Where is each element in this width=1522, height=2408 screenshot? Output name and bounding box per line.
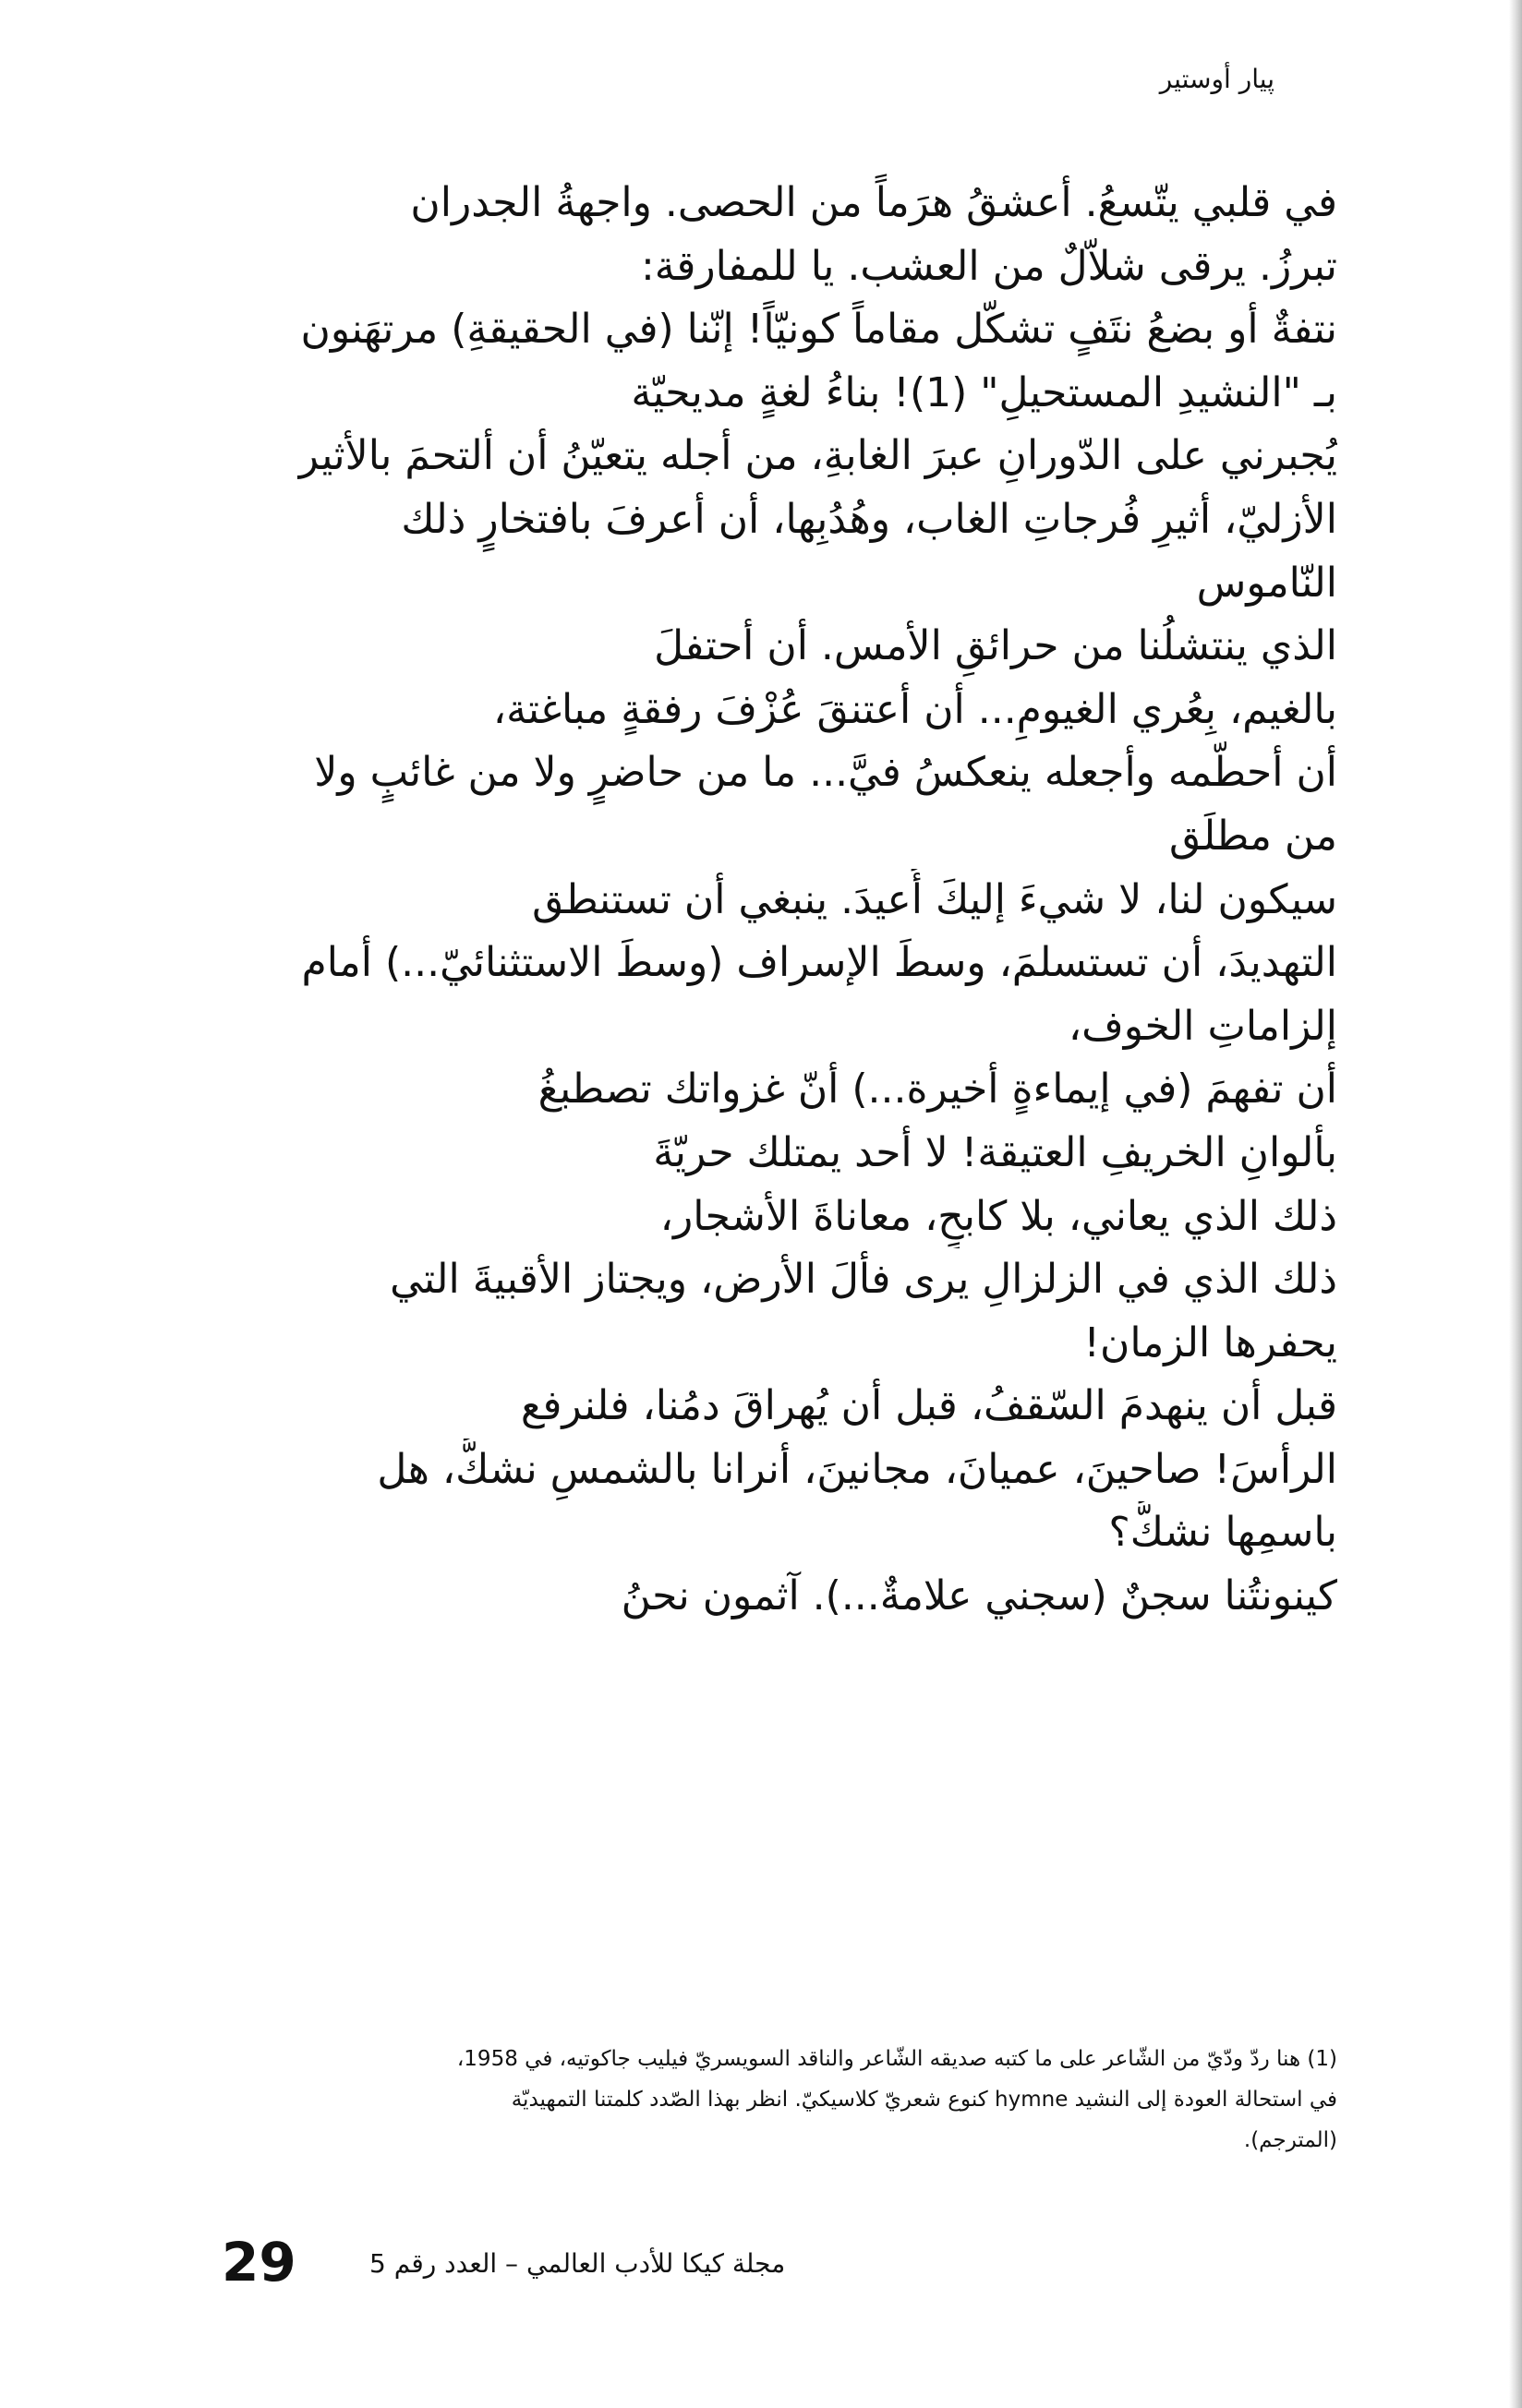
poem-line: الذي ينتشلُنا من حرائقِ الأمس. أن أحتفلَ (654, 622, 1337, 670)
poem-line: نتفةٌ أو بضعُ نتَفٍ تشكّل مقاماً كونيّاً! إنّنا (في الحقيقةِ) مرتهَنون (300, 306, 1337, 354)
poem-line: بالغيم، بِعُري الغيومِ... أن أعتنقَ عُزْفَ رفقةٍ مباغتة، (492, 685, 1337, 733)
poem-line: تبرزُ. يرقى شلاّلٌ من العشب. يا للمفارقة: (640, 242, 1337, 290)
poem-line: ذلك الذي في الزلزالِ يرى فألَ الأرض، ويجتاز الأقبيةَ التي (390, 1256, 1337, 1304)
running-header-author: پيار أوستير (1159, 64, 1274, 94)
footnote-line: (1) هنا ردّ ودّيّ من الشّاعر على ما كتبه صديقه الشّاعر والناقد السويسريّ فيليب جاكوتيه، في 1958، (456, 2047, 1337, 2071)
poem-line: يحفرها الزمان! (1083, 1318, 1337, 1367)
poem-line: الأزليّ، أثيرِ فُرجاتِ الغاب، وهُدُبِها، أن أعرفَ بافتخارٍ ذلك (401, 495, 1337, 543)
poem-line: كينونتُنا سجنٌ (سجني علامةٌ...). آثمون نحنُ (621, 1572, 1337, 1620)
poem-line: النّاموس (1196, 559, 1337, 607)
poem-line: قبل أن ينهدمَ السّقفُ، قبل أن يُهراقَ دمُنا، فلنرفع (520, 1382, 1337, 1430)
poem-line: أن تفهمَ (في إيماءةٍ أخيرة...) أنّ غزواتك تصطبغُ (538, 1066, 1337, 1114)
footnote-line: (المترجم). (1243, 2128, 1337, 2152)
poem-line: أن أحطّمه وأجعله ينعكسُ فيَّ... ما من حاضرٍ ولا من غائبٍ ولا (314, 749, 1337, 797)
poem-line: من مطلَق (1169, 812, 1337, 860)
page-footer (222, 2230, 868, 2294)
poem-line: ذلك الذي يعاني، بلا كابحٍ، معاناةَ الأشجار، (659, 1192, 1337, 1240)
poem-line: الرأسَ! صاحينَ، عميانَ، مجانينَ، أنرانا بالشمسِ نشكُّ، هل (377, 1445, 1337, 1493)
scan-edge-shadow (1509, 0, 1522, 2408)
footnote-line: في استحالة العودة إلى النشيد hymne كنوع شعريّ كلاسيكيّ. انظر بهذا الصّدد كلمتنا التمهيديّة (511, 2088, 1337, 2112)
poem-line: التهديدَ، أن تستسلمَ، وسطَ الإسراف (وسطَ الاستثنائيّ...) أمام (301, 939, 1337, 987)
poem-line: إلزاماتِ الخوف، (1068, 1002, 1337, 1050)
poem-line: سيكون لنا، لا شيءَ إليكَ أُعيدَ. ينبغي أن تستنطق (532, 875, 1337, 923)
poem-line: باسمِها نشكُّ؟ (1108, 1509, 1337, 1557)
poem-line: بألوانِ الخريفِ العتيقة! لا أحد يمتلك حريّةَ (653, 1128, 1337, 1176)
poem-line: يُجبرني على الدّورانِ عبرَ الغابةِ، من أجله يتعيّنُ أن ألتحمَ بالأثير (298, 432, 1337, 480)
poem-body (229, 172, 1337, 1629)
poem-line: بـ "النشيدِ المستحيلِ" (1)! بناءُ لغةٍ مديحيّة (631, 368, 1337, 416)
page-number: 29 (222, 2231, 296, 2294)
journal-title: مجلة كيكا للأدب العالمي – العدد رقم 5 (369, 2248, 786, 2279)
poem-line: في قلبي يتّسعُ. أعشقُ هرَماً من الحصى. واجهةُ الجدران (410, 179, 1337, 226)
footnote (229, 2039, 1337, 2161)
